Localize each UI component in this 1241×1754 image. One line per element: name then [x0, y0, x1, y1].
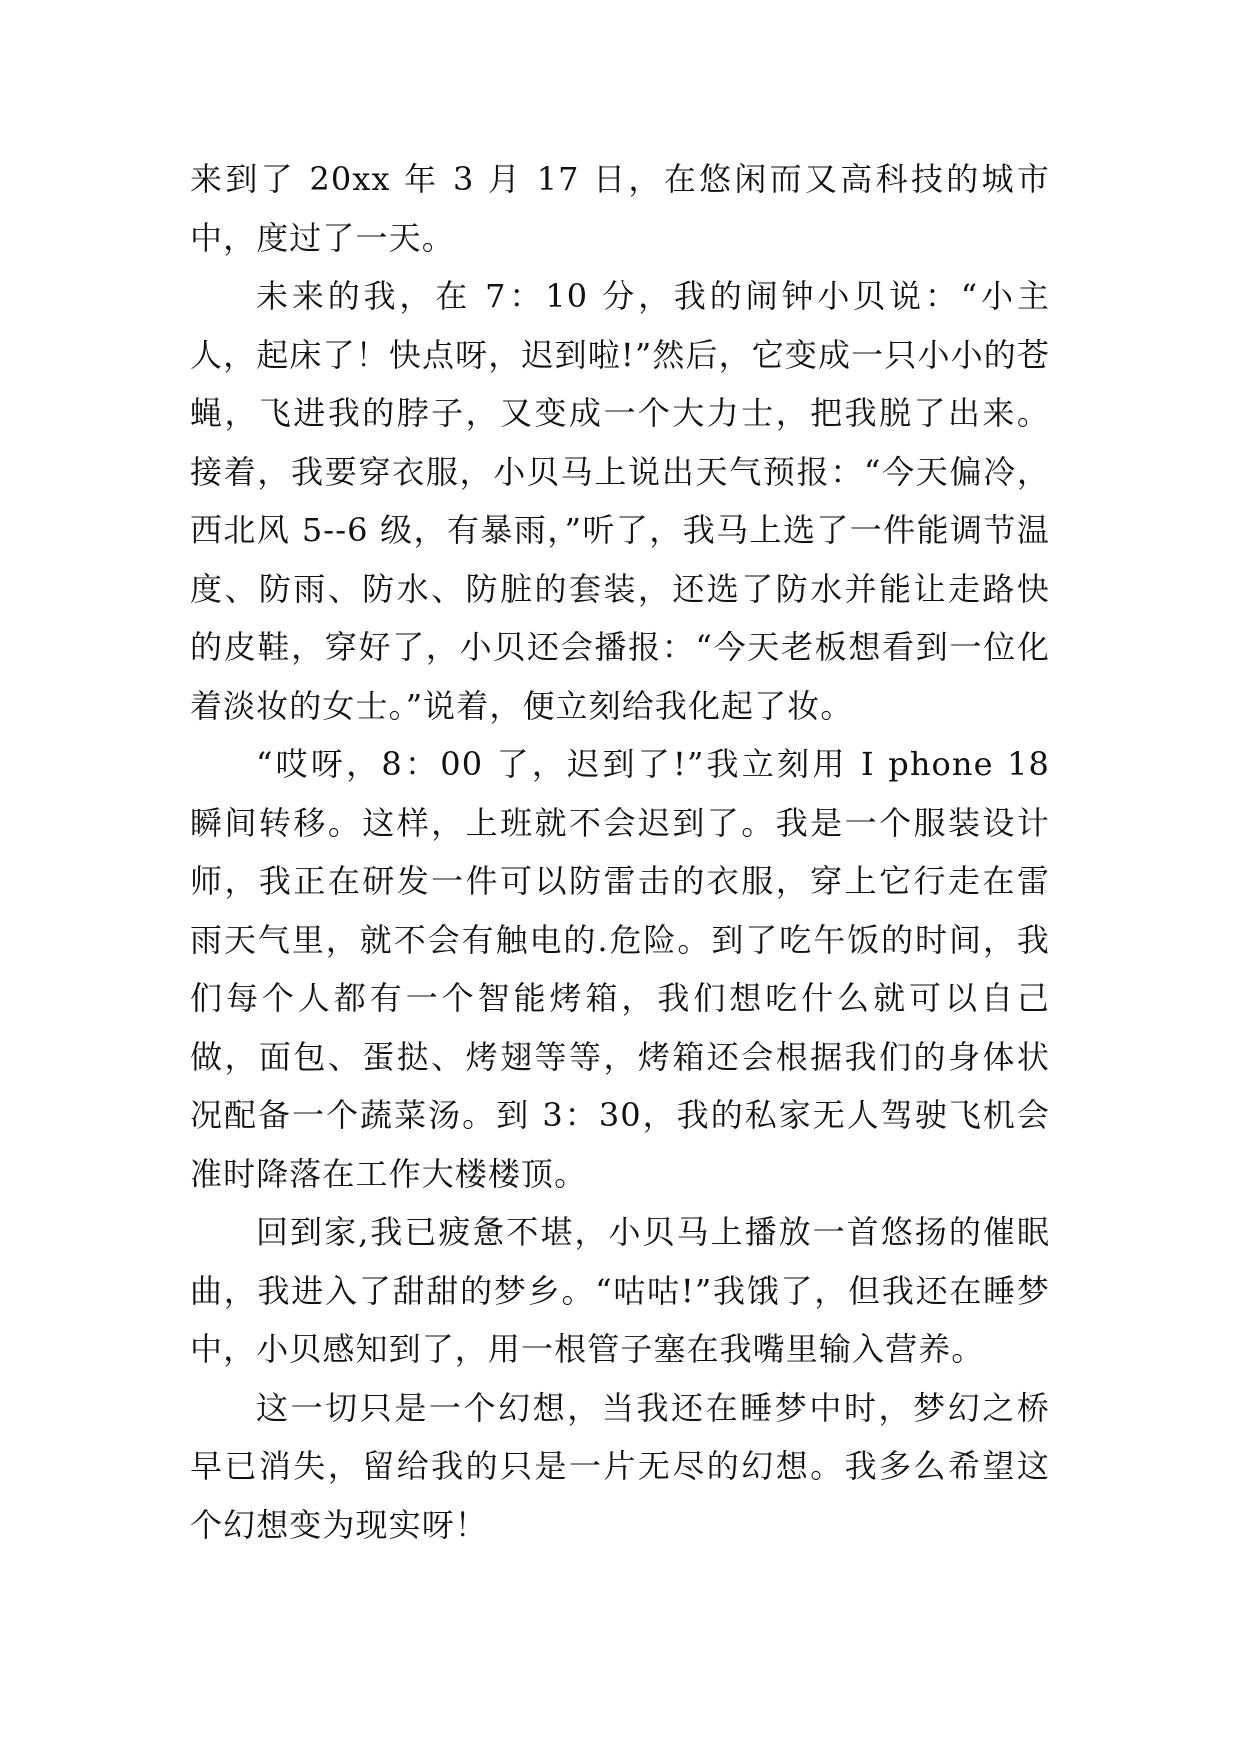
paragraph-work: “哎呀，8：00 了，迟到了!”我立刻用 I phone 18 瞬间转移。这样，上班就不会迟到了。我是一个服装设计师，我正在研发一件可以防雷击的衣服，穿上它行走在雷雨天气里，就不会有触电的.危险。到了吃午饭的时间，我们每个人都有一个智能烤箱，我们想吃什么就可以自己做，面包、蛋挞、烤翅等等，烤箱还会根据我们的身体状况配备一个蔬菜汤。到 3：30，我的私家无人驾驶飞机会准时降落在工作大楼楼顶。 [190, 745, 1050, 1193]
paragraph-intro: 来到了 20xx 年 3 月 17 日，在悠闲而又高科技的城市中，度过了一天。 [190, 160, 1050, 257]
document-body [190, 150, 1050, 1554]
paragraph-home: 回到家,我已疲惫不堪，小贝马上播放一首悠扬的催眠曲，我进入了甜甜的梦乡。“咕咕!”我饿了，但我还在睡梦中，小贝感知到了，用一根管子塞在我嘴里输入营养。 [190, 1213, 1050, 1368]
paragraph-conclusion: 这一切只是一个幻想，当我还在睡梦中时，梦幻之桥早已消失，留给我的只是一片无尽的幻想。我多么希望这个幻想变为现实呀！ [190, 1388, 1050, 1544]
paragraph-morning: 未来的我，在 7：10 分，我的闹钟小贝说：“小主人，起床了！快点呀，迟到啦!”然后，它变成一只小小的苍蝇，飞进我的脖子，又变成一个大力士，把我脱了出来。接着，我要穿衣服，小贝马上说出天气预报：“今天偏冷，西北风 5--6 级，有暴雨，”听了，我马上选了一件能调节温度、防雨、防水、防脏的套装，还选了防水并能让走路快的皮鞋，穿好了，小贝还会播报：“今天老板想看到一位化着淡妆的女士。”说着，便立刻给我化起了妆。 [190, 277, 1050, 725]
